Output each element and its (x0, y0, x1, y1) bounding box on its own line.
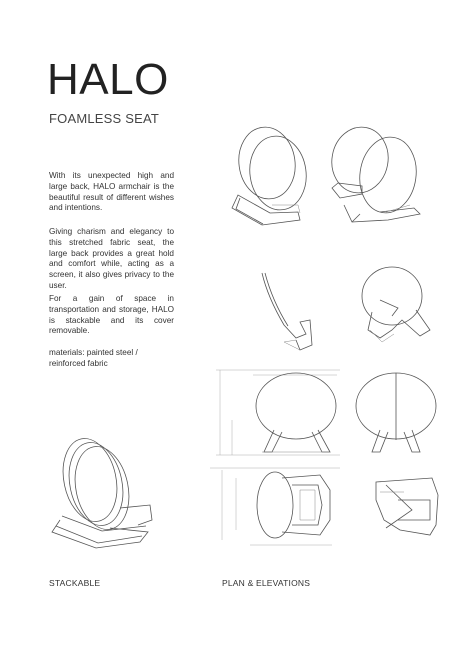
caption-stackable: STACKABLE (49, 578, 101, 588)
description-paragraph-1: With its unexpected high and large back, HALO armchair is the beautiful result of different wishes and intentions. (49, 171, 174, 213)
product-subtitle: FOAMLESS SEAT (49, 111, 159, 126)
stackable-drawing (52, 434, 152, 548)
front-elevation (216, 370, 340, 455)
description-paragraph-2: Giving charism and elegancy to this stretched fabric seat, the large back provides a great hold and comfort while, acting as a screen, it also gives privacy to the user. (49, 227, 174, 290)
plan-view (210, 468, 340, 545)
materials-text: materials: painted steel / reinforced fabric (49, 348, 138, 368)
plan-view-underside (376, 478, 438, 535)
perspective-chair-right (327, 123, 421, 222)
back-elevation (356, 373, 436, 452)
description-paragraph-3: For a gain of space in transportation and storage, HALO is stackable and its cover removable. (49, 294, 174, 336)
caption-plan-elevations: PLAN & ELEVATIONS (222, 578, 311, 588)
three-quarter-view (362, 267, 430, 342)
side-elevation (262, 273, 312, 350)
perspective-chair-left (232, 123, 311, 225)
product-title: HALO (47, 55, 169, 104)
